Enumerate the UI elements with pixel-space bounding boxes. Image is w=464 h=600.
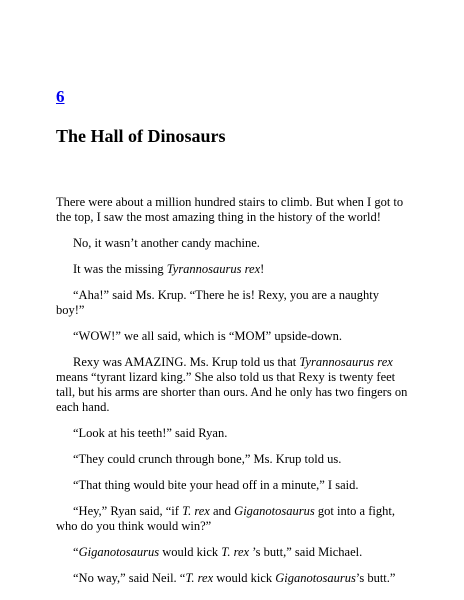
text-run: !	[260, 262, 265, 276]
paragraph	[56, 329, 410, 344]
italic-text: T. rex	[185, 571, 214, 585]
chapter-title: The Hall of Dinosaurs	[56, 126, 226, 146]
paragraph	[56, 478, 410, 493]
text-run: means “tyrant lizard king.” She also told us that Rexy is twenty feet tall, but his arms are shorter than ours. And he only has two fingers on each hand.	[56, 370, 408, 414]
text-run: “Aha!” said Ms. Krup. “There he is! Rexy, you are a naughty boy!”	[56, 288, 380, 317]
text-run: got into a fight, who do you think would win?”	[56, 504, 395, 533]
text-run: “Hey,” Ryan said, “if	[73, 504, 183, 518]
paragraph	[56, 571, 410, 586]
italic-text: T. rex	[182, 504, 210, 518]
text-run: ’s butt.”	[355, 571, 396, 585]
chapter-number-link[interactable]: 6	[56, 87, 65, 106]
paragraph	[56, 288, 410, 318]
text-run: There were about a million hundred stairs to climb. But when I got to the top, I saw the most amazing thing in the history of the world!	[56, 195, 404, 224]
text-run: “They could crunch through bone,” Ms. Krup told us.	[73, 452, 342, 466]
paragraph	[56, 426, 410, 441]
paragraph	[56, 236, 410, 251]
paragraph	[56, 262, 410, 277]
text-run: and	[209, 504, 235, 518]
text-run: would kick	[213, 571, 276, 585]
paragraph	[56, 452, 410, 467]
text-run: would kick	[159, 545, 222, 559]
italic-text: T. rex	[221, 545, 250, 559]
paragraph	[56, 355, 410, 415]
text-run: It was the missing	[73, 262, 167, 276]
paragraph	[56, 504, 410, 534]
paragraph	[56, 195, 410, 225]
italic-text: Tyrannosaurus rex	[299, 355, 393, 369]
italic-text: Giganotosaurus	[78, 545, 160, 559]
text-run: “No way,” said Neil. “	[73, 571, 186, 585]
text-run: “That thing would bite your head off in a minute,” I said.	[73, 478, 359, 492]
italic-text: Giganotosaurus	[275, 571, 356, 585]
text-run: Rexy was AMAZING. Ms. Krup told us that	[73, 355, 300, 369]
italic-text: Giganotosaurus	[234, 504, 315, 518]
text-run: ’s butt,” said Michael.	[249, 545, 363, 559]
text-run: “Look at his teeth!” said Ryan.	[73, 426, 228, 440]
text-run: “WOW!” we all said, which is “MOM” upside-down.	[73, 329, 343, 343]
italic-text: Tyrannosaurus rex	[166, 262, 261, 276]
text-run: “	[73, 545, 79, 559]
chapter-body	[56, 195, 410, 597]
paragraph	[56, 545, 410, 560]
text-run: No, it wasn’t another candy machine.	[73, 236, 260, 250]
